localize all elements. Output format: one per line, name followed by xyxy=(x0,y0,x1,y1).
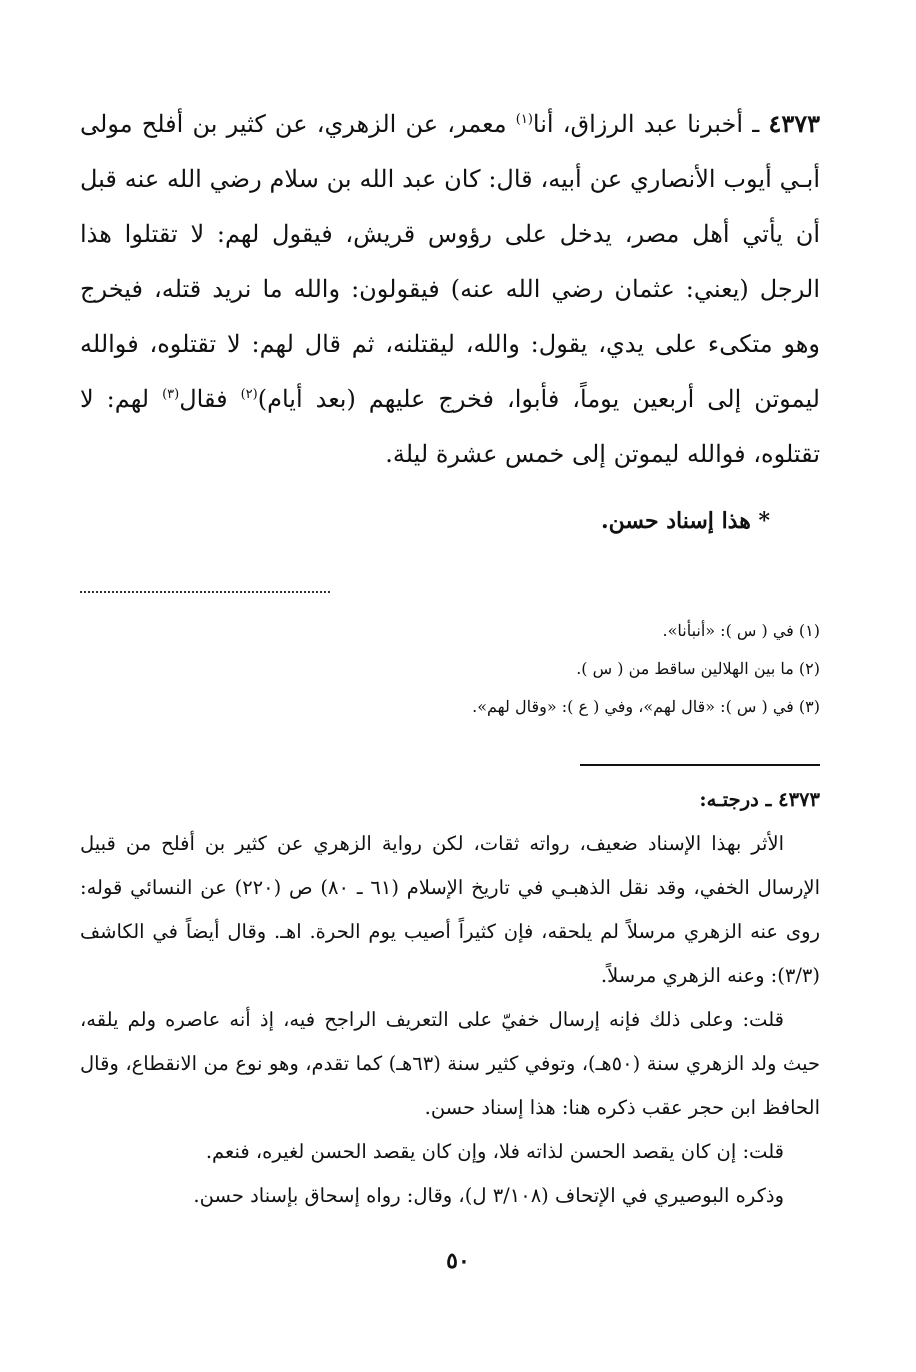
hadith-text-part-1: ـ أخبرنا عبد الرزاق، أنا xyxy=(532,110,769,138)
grading-paragraph-4: وذكره البوصيري في الإتحاف (٣/١٠٨ ل)، وقال: رواه إسحاق بإسناد حسن. xyxy=(193,1184,784,1207)
grading-heading: ٤٣٧٣ ـ درجتـه: xyxy=(699,788,820,811)
grade-statement: * هذا إسناد حسن. xyxy=(600,508,770,534)
hadith-text-part-2: معمر، عن الزهري، عن كثير بن أفلح مولى أبـي أيوب الأنصاري عن أبيه، قال: كان عبد الله بن سلام رضي الله عنه قبل أن يأتي أهل مصر، يدخل على رؤوس قريش، فيقول لهم: لا تقتلوا هذا الرجل (يعني: عثمان رضي الله عنه) فيقولون: والله ما نريد قتله، فيخرج وهو متكىء على يدي، يقول: والله، ليقتلنه، ثم قال لهم: لا تقتلوه، فوالله ليموتن إلى أربعين يوماً، فأبوا، فخرج عليهم (بعد أيام) xyxy=(80,110,820,413)
footnotes xyxy=(80,612,820,726)
grading-paragraph-3: قلت: إن كان يقصد الحسن لذاته فلا، وإن كان يقصد الحسن لغيره، فنعم. xyxy=(205,1140,784,1163)
footnote-ref-3: (٣) xyxy=(162,387,180,402)
footnote-2: (٢) ما بين الهلالين ساقط من ( س ). xyxy=(576,659,820,678)
page-number: ٥٠ xyxy=(446,1248,470,1274)
hadith-text-part-4: لهم: لا تقتلوه، فوالله ليموتن إلى خمس عشرة ليلة. xyxy=(80,385,820,468)
footnote-separator xyxy=(80,585,330,613)
footnote-3: (٣) في ( س ): «قال لهم»، وفي ( ع ): «وقال لهم». xyxy=(472,697,820,716)
grading-paragraph-1: الأثر بهذا الإسناد ضعيف، رواته ثقات، لكن رواية الزهري عن كثير بن أفلح من قبيل الإرسال الخفي، وقد نقل الذهبـي في تاريخ الإسلام (٦١ ـ ٨٠) ص (٢٢٠) عن النسائي قوله: روى عنه الزهري مرسلاً لم يلحقه، فإن كثيراً أصيب يوم الحرة. اهـ. وقال أيضاً في الكاشف (٣/٣): وعنه الزهري مرسلاً. xyxy=(80,832,820,987)
grading-paragraph-2: قلت: وعلى ذلك فإنه إرسال خفيّ على التعريف الراجح فيه، إذ أنه عاصره ولم يلقه، حيث ولد الزهري سنة (٥٠هـ)، وتوفي كثير سنة (٦٣هـ) كما تقدم، وهو نوع من الانقطاع، وقال الحافظ ابن حجر عقب ذكره هنا: هذا إسناد حسن. xyxy=(80,1008,821,1119)
footnote-ref-1: (١) xyxy=(515,112,533,127)
grading-section xyxy=(80,778,820,1218)
main-hadith-block xyxy=(80,96,820,543)
hadith-text xyxy=(80,96,820,482)
hadith-text-part-3: فقال xyxy=(179,385,241,413)
footnote-1: (١) في ( س ): «أنبأنا». xyxy=(662,621,820,640)
hadith-number: ٤٣٧٣ xyxy=(768,109,820,138)
dotted-divider xyxy=(80,591,330,613)
footnote-ref-2: (٢) xyxy=(240,387,258,402)
section-divider xyxy=(580,764,820,766)
